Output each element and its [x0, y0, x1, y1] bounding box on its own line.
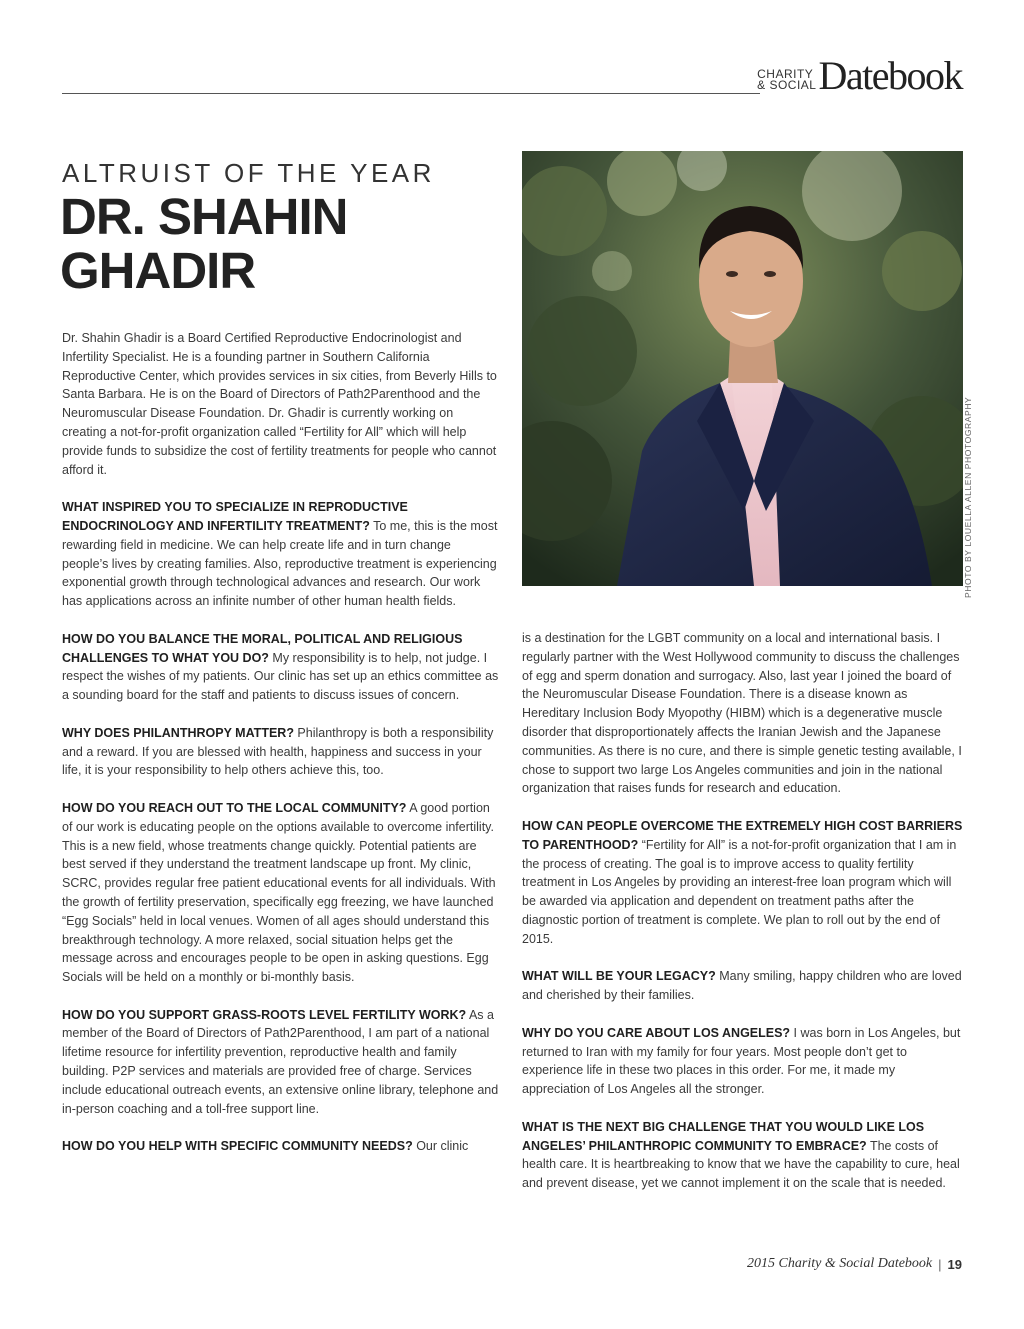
- article-title: [60, 190, 500, 298]
- portrait-illustration: [522, 151, 963, 586]
- answer: Many smiling, happy children who are loved and cherished by their families.: [522, 969, 962, 1003]
- answer: Our clinic: [412, 1139, 469, 1154]
- intro-paragraph: Dr. Shahin Ghadir is a Board Certified Reproductive Endocrinologist and Infertility Specialist. He is a founding partner in Southern California Reproductive Center, which provides services in six cities, from Beverly Hills to Santa Barbara. He is on the Board of Directors of Path2Parenthood and the Neuromuscular Disease Foundation. Dr. Ghadir is currently working on creating a not-for-profit organization called “Fertility for All” which will help provide funds to subsidize the cost of fertility treatments for people who cannot afford it.: [62, 331, 497, 477]
- article-column-left: [62, 329, 500, 1156]
- question: WHAT INSPIRED YOU TO SPECIALIZE IN REPRODUCTIVE ENDOCRINOLOGY AND INFERTILITY TREATMENT?: [62, 500, 408, 533]
- title-line-2: GHADIR: [60, 242, 256, 299]
- qa-block: [62, 1137, 500, 1156]
- qa-block: [522, 817, 964, 949]
- photo-credit: PHOTO BY LOUELLA ALLEN PHOTOGRAPHY: [963, 396, 973, 598]
- qa-block: [62, 724, 500, 780]
- answer: To me, this is the most rewarding field in medicine. We can help create life and in turn change people’s lives by creating families. Also, reproductive treatment is experiencing exponential growth through technological advances and research. Our work has applications across an infinite number of other human health fields.: [62, 518, 498, 609]
- qa-block: [522, 1118, 964, 1193]
- qa-block: [522, 1024, 964, 1099]
- qa-block: [522, 967, 964, 1005]
- answer: The costs of health care. It is heartbreaking to know that we have the capability to cure, heal and prevent disease, yet we cannot implement it on the scale that is needed.: [522, 1138, 960, 1191]
- question: HOW DO YOU SUPPORT GRASS-ROOTS LEVEL FERTILITY WORK?: [62, 1007, 467, 1022]
- masthead-line1: CHARITY: [757, 67, 814, 81]
- question: HOW DO YOU HELP WITH SPECIFIC COMMUNITY NEEDS?: [62, 1139, 413, 1154]
- masthead-small-text: [757, 69, 816, 91]
- masthead-brand: Datebook: [818, 53, 962, 98]
- header-rule: [62, 93, 760, 94]
- page-number: 19: [947, 1256, 962, 1272]
- footer-separator: |: [938, 1256, 942, 1272]
- answer: Philanthropy is both a responsibility and a reward. If you are blessed with health, happiness and success in your life, it is your responsibility to help others achieve this, too.: [62, 725, 494, 778]
- article-kicker: ALTRUIST OF THE YEAR: [62, 158, 435, 188]
- masthead-line2: & SOCIAL: [757, 78, 817, 92]
- title-line-1: DR. SHAHIN: [60, 188, 348, 245]
- footer-publication: 2015 Charity & Social Datebook: [747, 1256, 933, 1271]
- answer: I was born in Los Angeles, but returned to Iran with my family for four years. Most people don’t get to experience life in these two places in this order. For me, it made my appreciation of Los Angeles all the stronger.: [522, 1025, 961, 1097]
- question: WHAT WILL BE YOUR LEGACY?: [522, 969, 716, 984]
- qa-block: [62, 630, 500, 705]
- question: HOW DO YOU BALANCE THE MORAL, POLITICAL AND RELIGIOUS CHALLENGES TO WHAT YOU DO?: [62, 631, 463, 665]
- qa-block: [62, 1006, 500, 1119]
- qa-block: [62, 498, 500, 611]
- question: WHY DOES PHILANTHROPY MATTER?: [62, 725, 294, 740]
- article-column-right: [522, 629, 964, 1193]
- continued-paragraph: is a destination for the LGBT community on a local and international basis. I regularly partner with the West Hollywood community to discuss the challenges of egg and sperm donation and surrogacy. Also, last year I joined the board of the Neuromuscular Disease Foundation. There is a disease known as Hereditary Inclusion Body Myopothy (HIBM) which is a degenerative muscle disorder that disproportionately affects the Iranian Jewish and the Japanese communities. As there is no cure, and there is simple genetic testing available, I chose to support two large Los Angeles communities and join in the national organization that raises funds for research and education.: [522, 631, 962, 796]
- portrait-photo: [522, 151, 963, 586]
- question: HOW CAN PEOPLE OVERCOME THE EXTREMELY HIGH COST BARRIERS TO PARENTHOOD?: [522, 818, 963, 852]
- question: HOW DO YOU REACH OUT TO THE LOCAL COMMUNITY?: [62, 800, 407, 815]
- answer: My responsibility is to help, not judge. I respect the wishes of my patients. Our clinic has set up an ethics committee as a sounding board for the staff and patients to discuss issues of concern.: [62, 650, 499, 703]
- masthead-logo: [757, 53, 962, 98]
- question: WHAT IS THE NEXT BIG CHALLENGE THAT YOU WOULD LIKE LOS ANGELES’ PHILANTHROPIC COMMUNITY TO EMBRACE?: [522, 1119, 925, 1153]
- answer: As a member of the Board of Directors of Path2Parenthood, I am part of a national lifetime resource for infertility prevention, reproductive health and family building. P2P services and materials are provided free of charge. Services include educational outreach events, an extensive online library, telephone and in-person coaching and a toll-free support line.: [62, 1007, 499, 1116]
- question: WHY DO YOU CARE ABOUT LOS ANGELES?: [522, 1025, 791, 1040]
- answer: “Fertility for All” is a not-for-profit organization that I am in the process of creating. The goal is to improve access to quality fertility treatment in Los Angeles by providing an interest-free loan program which will be awarded via application and dependent on treatment paths after the diagnostic portion of treatment is complete. We plan to roll out by the end of 2015.: [522, 837, 957, 946]
- answer: A good portion of our work is educating people on the options available to overcome infertility. This is a new field, whose treatments change quickly. Potential patients are best served if they understand the treatment landscape up front. My clinic, SCRC, provides regular free patient educational events for all individuals. With the growth of fertility preservation, specifically egg freezing, we have launched “Egg Socials” held in local venues. Women of all ages should understand this breakthrough technology. A more relaxed, social situation helps get the message across and encourages people to be open in asking questions. Egg Socials will be held on a monthly or bi-monthly basis.: [62, 800, 496, 985]
- page-footer: [747, 1256, 962, 1272]
- qa-block: [62, 799, 500, 987]
